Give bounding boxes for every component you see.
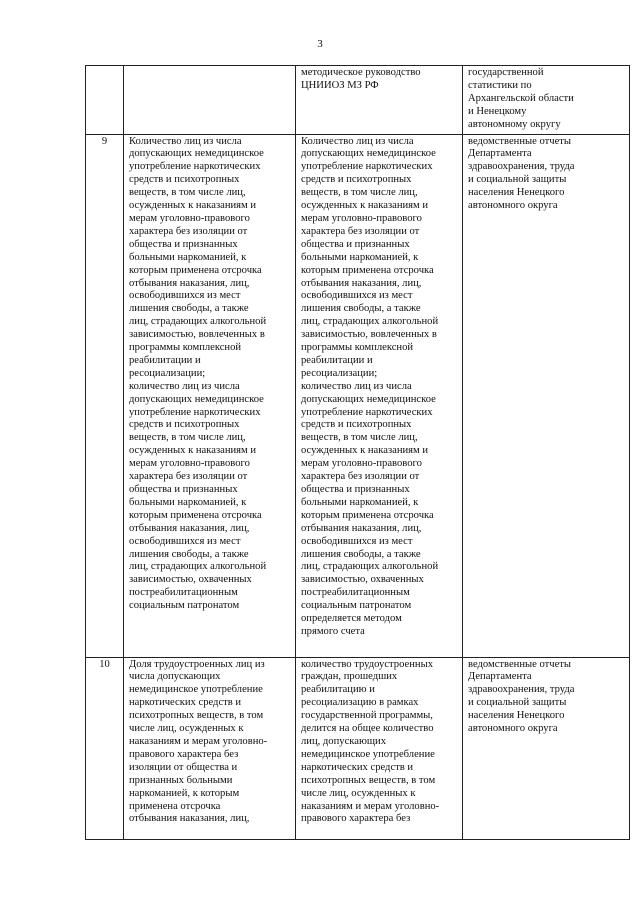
cell-text-line: постреабилитационным: [129, 587, 238, 599]
cell-text-line: Количество лиц из числа: [301, 135, 414, 147]
cell-text-line: ресоциализации;: [129, 367, 206, 379]
cell-text-line: допускающих немедицинское: [301, 393, 436, 405]
cell-text-line: правового характера без: [301, 813, 411, 825]
cell-text-line: психотропных веществ, в том: [301, 774, 436, 786]
indicators-table: [85, 65, 630, 840]
cell-text-line: числе лиц, осужденных к: [301, 787, 416, 799]
cell-text-line: немедицинское употребление: [129, 684, 263, 696]
cell-text-line: правового характера без: [129, 748, 239, 760]
row-number-cell: 9: [86, 134, 124, 657]
cell-text-line: числа допускающих: [129, 671, 221, 683]
cell-text-line: допускающих немедицинское: [301, 148, 436, 160]
calculation-method-cell: [296, 66, 463, 135]
cell-text-line: населения Ненецкого: [468, 187, 565, 199]
indicator-name-cell: [124, 657, 296, 839]
cell-text-line: определяется методом: [301, 613, 402, 625]
data-source-cell: [463, 657, 630, 839]
cell-text-line: граждан, прошедших: [301, 671, 398, 683]
cell-text-line: Доля трудоустроенных лиц из: [129, 658, 265, 670]
cell-text-line: наркоманией, к которым: [129, 787, 240, 799]
cell-text-line: реабилитацию и: [301, 684, 375, 696]
cell-text-line: освободившихся из мест: [301, 290, 413, 302]
cell-text-line: характера без изоляции от: [301, 225, 420, 237]
cell-text-line: зависимостью, охваченных: [301, 574, 424, 586]
cell-text-line: методическое руководство: [301, 67, 421, 78]
cell-text-line: средств и психотропных: [301, 419, 412, 431]
cell-text-line: социальным патронатом: [129, 600, 240, 612]
calculation-method-cell: [296, 657, 463, 839]
cell-text-line: лиц, страдающих алкогольной: [301, 561, 439, 573]
cell-text-line: и социальной защиты: [468, 697, 567, 709]
cell-text-line: веществ, в том числе лиц,: [129, 187, 246, 199]
cell-text-line: реабилитации и: [129, 354, 201, 366]
cell-text-line: характера без изоляции от: [129, 471, 248, 483]
cell-text-line: употребление наркотических: [129, 161, 261, 173]
cell-text-line: ведомственные отчеты: [468, 658, 572, 670]
cell-text-line: ресоциализацию в рамках: [301, 697, 419, 709]
cell-text-line: постреабилитационным: [301, 587, 410, 599]
cell-text-line: автономного округа: [468, 723, 558, 735]
cell-text-line: наркотических средств и: [301, 761, 414, 773]
cell-text-line: отбывания наказания, лиц,: [129, 277, 250, 289]
cell-text-line: употребление наркотических: [301, 406, 433, 418]
cell-text-line: Департамента: [468, 148, 532, 160]
cell-text-line: средств и психотропных: [129, 419, 240, 431]
cell-text-line: наказаниям и мерам уголовно-: [129, 735, 268, 747]
calculation-method-cell: [296, 134, 463, 657]
cell-text-line: наркотических средств и: [129, 697, 242, 709]
page-number: 3: [317, 38, 323, 50]
cell-text-line: больными наркоманией, к: [301, 496, 419, 508]
cell-text-line: применена отсрочка: [129, 800, 221, 812]
cell-text-line: реабилитации и: [301, 354, 373, 366]
cell-text-line: общества и признанных: [129, 484, 238, 495]
cell-text-line: больными наркоманией, к: [129, 251, 247, 263]
table-row: [86, 134, 630, 657]
cell-text-line: прямого счета: [301, 625, 365, 637]
cell-text-line: освободившихся из мест: [301, 535, 413, 547]
cell-text-line: осужденных к наказаниям и: [301, 445, 429, 457]
cell-text-line: ЦНИИОЗ МЗ РФ: [301, 79, 379, 91]
indicator-name-cell: [124, 134, 296, 657]
cell-text-line: отбывания наказания, лиц,: [129, 813, 250, 825]
cell-text-line: количество трудоустроенных: [301, 658, 433, 670]
cell-text-line: числе лиц, осужденных к: [129, 723, 244, 735]
cell-text-line: изоляции от общества и: [129, 761, 238, 773]
cell-text-line: отбывания наказания, лиц,: [129, 522, 250, 534]
cell-text-line: и социальной защиты: [468, 174, 567, 186]
cell-text-line: характера без изоляции от: [129, 225, 248, 237]
cell-text-line: освободившихся из мест: [129, 535, 241, 547]
cell-text-line: зависимостью, вовлеченных в: [301, 329, 437, 341]
table-row: [86, 657, 630, 839]
cell-text-line: делится на общее количество: [301, 723, 434, 735]
cell-text-line: лиц, страдающих алкогольной: [129, 316, 267, 328]
cell-text-line: государственной программы,: [301, 710, 433, 722]
cell-text-line: употребление наркотических: [129, 406, 261, 418]
cell-text-line: характера без изоляции от: [301, 471, 420, 483]
cell-text-line: мерам уголовно-правового: [129, 212, 250, 224]
cell-text-line: мерам уголовно-правового: [301, 458, 422, 470]
data-source-cell: [463, 66, 630, 135]
cell-text-line: веществ, в том числе лиц,: [301, 432, 418, 444]
cell-text-line: отбывания наказания, лиц,: [301, 277, 422, 289]
cell-text-line: осужденных к наказаниям и: [129, 200, 257, 212]
cell-text-line: немедицинское употребление: [301, 748, 435, 760]
cell-text-line: лишения свободы, а также: [301, 303, 421, 315]
cell-text-line: автономного округа: [468, 200, 558, 212]
cell-text-line: отбывания наказания, лиц,: [301, 522, 422, 534]
data-source-cell: [463, 134, 630, 657]
cell-text-line: употребление наркотических: [301, 161, 433, 173]
cell-text-line: статистики по: [468, 79, 532, 91]
cell-text-line: и Ненецкому: [468, 105, 527, 117]
row-number-cell: [86, 66, 124, 135]
cell-text-line: лишения свободы, а также: [129, 548, 249, 560]
cell-text-line: больными наркоманией, к: [301, 251, 419, 263]
cell-text-line: веществ, в том числе лиц,: [301, 187, 418, 199]
cell-text-line: ресоциализации;: [301, 367, 378, 379]
cell-text-line: лиц, допускающих: [301, 735, 387, 747]
cell-text-line: населения Ненецкого: [468, 710, 565, 722]
cell-text-line: больными наркоманией, к: [129, 496, 247, 508]
cell-text-line: наказаниям и мерам уголовно-: [301, 800, 440, 812]
table-row: [86, 66, 630, 135]
cell-text-line: средств и психотропных: [129, 174, 240, 186]
cell-text-line: лишения свободы, а также: [301, 548, 421, 560]
cell-text-line: общества и признанных: [129, 238, 238, 250]
cell-text-line: лиц, страдающих алкогольной: [301, 316, 439, 328]
cell-text-line: количество лиц из числа: [301, 380, 412, 392]
cell-text-line: здравоохранения, труда: [468, 161, 575, 173]
cell-text-line: допускающих немедицинское: [129, 148, 264, 160]
cell-text-line: мерам уголовно-правового: [129, 458, 250, 470]
cell-text-line: программы комплексной: [129, 342, 242, 354]
cell-text-line: веществ, в том числе лиц,: [129, 432, 246, 444]
cell-text-line: которым применена отсрочка: [129, 509, 262, 521]
cell-text-line: признанных больными: [129, 774, 233, 786]
cell-text-line: освободившихся из мест: [129, 290, 241, 302]
cell-text-line: общества и признанных: [301, 484, 410, 495]
cell-text-line: лишения свободы, а также: [129, 303, 249, 315]
cell-text-line: программы комплексной: [301, 342, 414, 354]
cell-text-line: здравоохранения, труда: [468, 684, 575, 696]
cell-text-line: Количество лиц из числа: [129, 135, 242, 147]
cell-text-line: зависимостью, вовлеченных в: [129, 329, 265, 341]
cell-text-line: количество лиц из числа: [129, 380, 240, 392]
cell-text-line: зависимостью, охваченных: [129, 574, 252, 586]
cell-text-line: которым применена отсрочка: [301, 264, 434, 276]
cell-text-line: мерам уголовно-правового: [301, 212, 422, 224]
row-number-cell: 10: [86, 657, 124, 839]
cell-text-line: Архангельской области: [468, 92, 574, 104]
cell-text-line: средств и психотропных: [301, 174, 412, 186]
cell-text-line: которым применена отсрочка: [301, 509, 434, 521]
cell-text-line: которым применена отсрочка: [129, 264, 262, 276]
cell-text-line: общества и признанных: [301, 238, 410, 250]
cell-text-line: ведомственные отчеты: [468, 135, 572, 147]
cell-text-line: допускающих немедицинское: [129, 393, 264, 405]
cell-text-line: государственной: [468, 67, 544, 78]
cell-text-line: социальным патронатом: [301, 600, 412, 612]
cell-text-line: лиц, страдающих алкогольной: [129, 561, 267, 573]
cell-text-line: психотропных веществ, в том: [129, 710, 264, 722]
cell-text-line: Департамента: [468, 671, 532, 683]
cell-text-line: осужденных к наказаниям и: [301, 200, 429, 212]
indicator-name-cell: [124, 66, 296, 135]
cell-text-line: автономному округу: [468, 118, 561, 130]
cell-text-line: осужденных к наказаниям и: [129, 445, 257, 457]
